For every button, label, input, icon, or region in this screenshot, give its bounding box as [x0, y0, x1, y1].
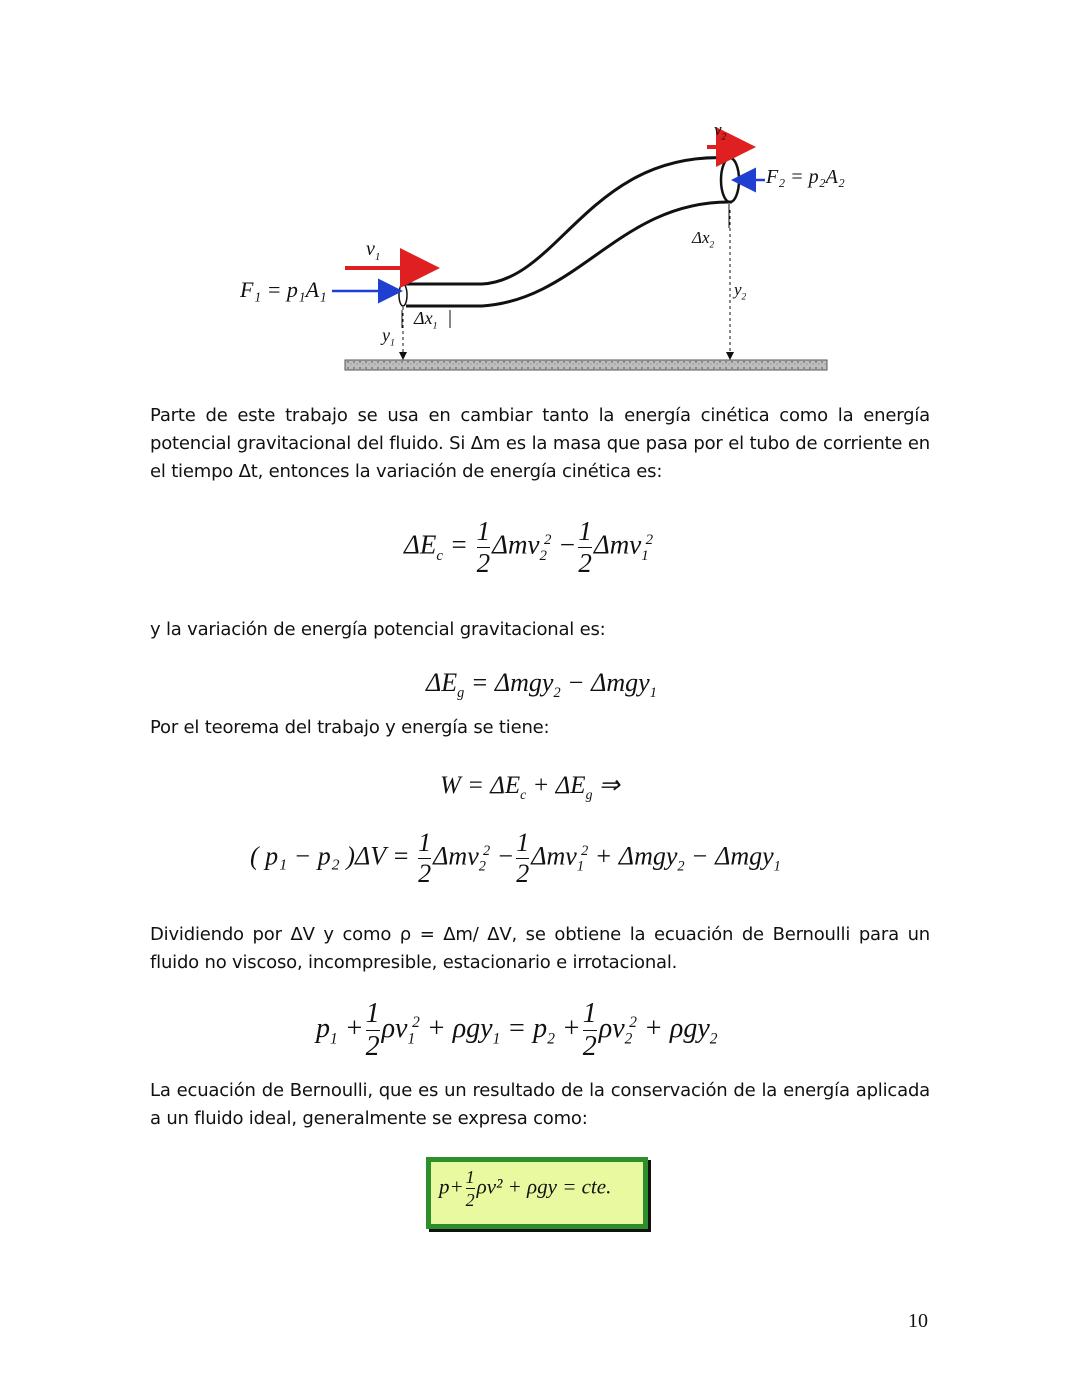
y1-label: $y_1$ [382, 325, 395, 349]
equation-work-energy-expanded: ( p₁ − p₂ )ΔV = $\frac{1}{2}$ Δmv$_2^2$ − $\frac{1}{2}$ Δmv$_1^2$ + Δmgy$_2$ − Δmgy$_1$ [250, 828, 781, 888]
paragraph-4: Dividiendo por ΔV y como ρ = Δm/ ΔV, se obtiene la ecuación de Bernoulli para un fluido no viscoso, incompresible, estacionario e irrotacional. [150, 924, 930, 973]
equation-potential-energy: $\Delta E_g = \Delta mgy_2 - \Delta mgy_1$ [426, 668, 657, 702]
equation-bernoulli: $p_1$ + $\frac{1}{2}$ $\rho v_1^2 + \rho gy_1 = p_2$ + $\frac{1}{2}$ $\rho v_2^2 + \rho gy_2$ [316, 998, 718, 1062]
equation-kinetic-energy: $\Delta E_c$ = $\frac{1}{2}$ Δmv$_2^2$ − $\frac{1}{2}$ Δmv$_1^2$ [404, 516, 654, 578]
dx2-label: $\Delta x_2$ [692, 228, 715, 251]
tube-left-end [399, 284, 407, 306]
y2-label: $y_2$ [734, 280, 747, 303]
paragraph-5: La ecuación de Bernoulli, que es un resultado de la conservación de la energía aplicada a un fluido ideal, generalmente se expresa como: [150, 1080, 930, 1129]
paragraph-1: Parte de este trabajo se usa en cambiar tanto la energía cinética como la energía potencial gravitacional del fluido. Si Δm es la masa que pasa por el tubo de corriente en el tiempo Δt, entonces la variación de energía cinética es: [150, 405, 930, 482]
ground [345, 360, 827, 370]
v2-label: $v_2$ [714, 120, 727, 143]
paragraph-3: Por el teorema del trabajo y energía se tiene: [150, 717, 550, 738]
bernoulli-figure [220, 120, 860, 380]
paragraph-2: y la variación de energía potencial gravitacional es: [150, 619, 606, 640]
boxed-bernoulli-equation [426, 1157, 648, 1229]
page-number: 10 [908, 1310, 928, 1332]
v1-label: $v_1$ [366, 238, 381, 263]
f2-label: F₂ = p₂A₂ [766, 166, 845, 188]
tube-bottom [406, 202, 732, 306]
tube-top [400, 158, 730, 284]
tube-diagram [220, 120, 860, 380]
boxed-equation-text: p+ $\frac{1}{2}$ ρv² + ρgy = cte. [439, 1167, 612, 1210]
equation-work: $W = \Delta E_c + \Delta E_g$ ⇒ [440, 772, 620, 802]
f1-label: F₁ = p₁A₁ [240, 277, 327, 302]
dx1-label: $\Delta x_1$ [414, 308, 438, 332]
